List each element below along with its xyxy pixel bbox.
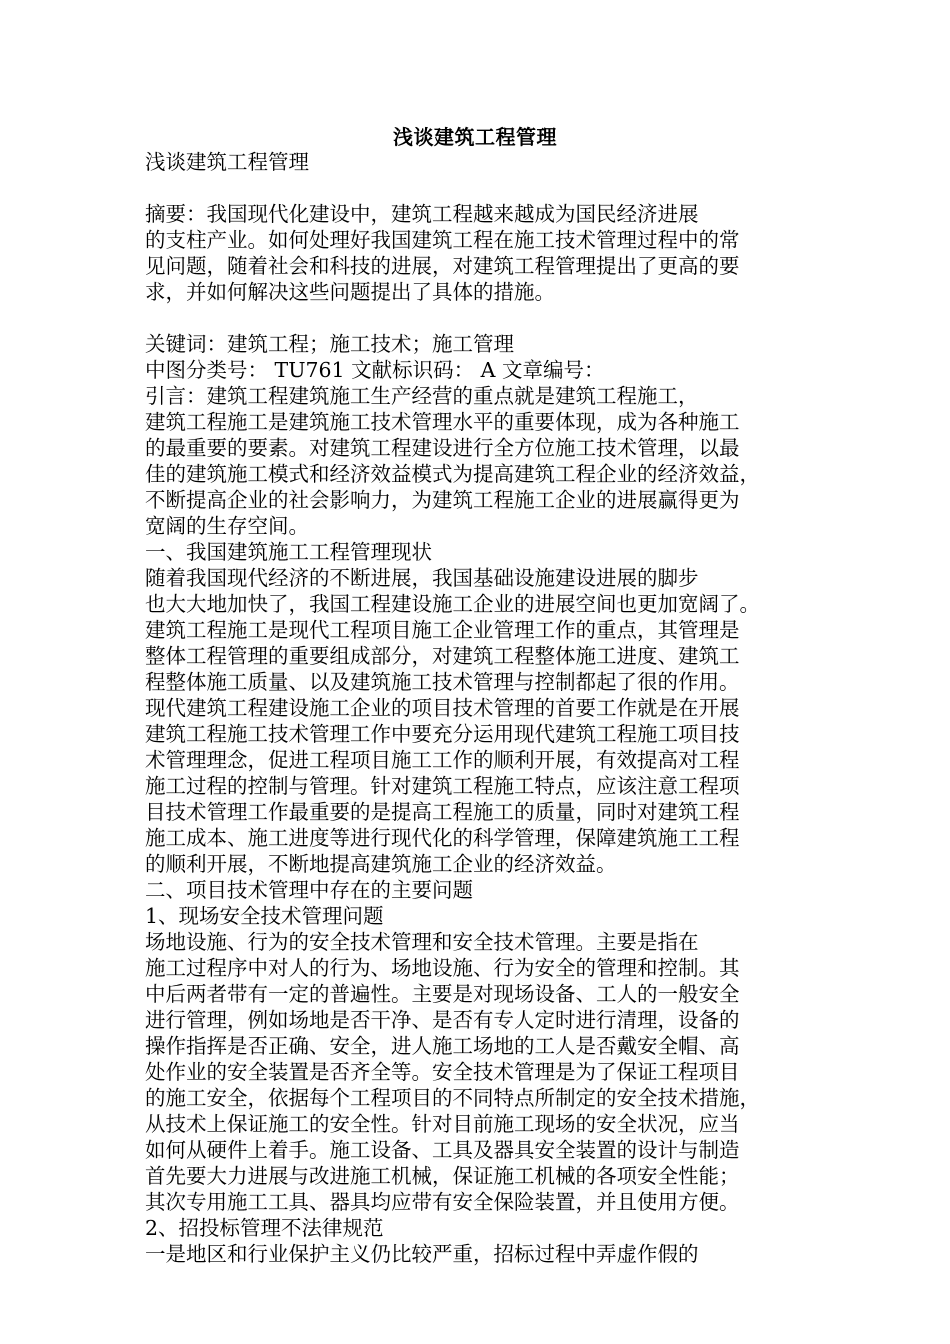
body-text-line: 2、招投标管理不法律规范 (145, 1216, 384, 1240)
body-text-line: 佳的建筑施工模式和经济效益模式为提高建筑工程企业的经济效益， (145, 462, 760, 486)
body-text-line: 目技术管理工作最重要的是提高工程施工的质量，同时对建筑工程 (145, 800, 740, 824)
body-text-line: 摘要：我国现代化建设中，建筑工程越来越成为国民经济进展 (145, 202, 699, 226)
body-text-line: 中后两者带有一定的普遍性。主要是对现场设备、工人的一般安全 (145, 982, 740, 1006)
body-text-line: 宽阔的生存空间。 (145, 514, 309, 538)
body-text-line: 引言：建筑工程建筑施工生产经营的重点就是建筑工程施工， (145, 384, 699, 408)
body-text-line: 从技术上保证施工的安全性。针对目前施工现场的安全状况，应当 (145, 1112, 740, 1136)
body-text-line: 见问题，随着社会和科技的进展，对建筑工程管理提出了更高的要 (145, 254, 740, 278)
body-text-line: 施工过程的控制与管理。针对建筑工程施工特点，应该注意工程项 (145, 774, 740, 798)
body-text-line: 整体工程管理的重要组成部分，对建筑工程整体施工进度、建筑工 (145, 644, 740, 668)
body-text-line: 进行管理，例如场地是否干净、是否有专人定时进行清理，设备的 (145, 1008, 740, 1032)
body-text-line: 程整体施工质量、以及建筑施工技术管理与控制都起了很的作用。 (145, 670, 740, 694)
body-text-line: 现代建筑工程建设施工企业的项目技术管理的首要工作就是在开展 (145, 696, 740, 720)
body-text-line: 其次专用施工工具、器具均应带有安全保险装置，并且使用方便。 (145, 1190, 740, 1214)
body-text-line: 场地设施、行为的安全技术管理和安全技术管理。主要是指在 (145, 930, 699, 954)
body-text-line: 的施工安全，依据每个工程项目的不同特点所制定的安全技术措施， (145, 1086, 760, 1110)
body-text-line: 不断提高企业的社会影响力，为建筑工程施工企业的进展赢得更为 (145, 488, 740, 512)
body-text-line: 求，并如何解决这些问题提出了具体的措施。 (145, 280, 555, 304)
body-text-line: 建筑工程施工是建筑施工技术管理水平的重要体现，成为各种施工 (145, 410, 740, 434)
body-text-line: 施工成本、施工进度等进行现代化的科学管理，保障建筑施工工程 (145, 826, 740, 850)
body-text-line: 的支柱产业。如何处理好我国建筑工程在施工技术管理过程中的常 (145, 228, 740, 252)
body-text-line: 二、项目技术管理中存在的主要问题 (145, 878, 473, 902)
body-text-line: 一是地区和行业保护主义仍比较严重，招标过程中弄虚作假的 (145, 1242, 699, 1266)
body-text-line: 随着我国现代经济的不断进展，我国基础设施建设进展的脚步 (145, 566, 699, 590)
body-text-line: 的最重要的要素。对建筑工程建设进行全方位施工技术管理，以最 (145, 436, 740, 460)
body-text-line: 也大大地加快了，我国工程建设施工企业的进展空间也更加宽阔了。 (145, 592, 760, 616)
body-text-line: 处作业的安全装置是否齐全等。安全技术管理是为了保证工程项目 (145, 1060, 740, 1084)
body-text-line: 1、现场安全技术管理问题 (145, 904, 384, 928)
body-text-line: 的顺利开展，不断地提高建筑施工企业的经济效益。 (145, 852, 617, 876)
body-text-line: 术管理理念，促进工程项目施工工作的顺利开展，有效提高对工程 (145, 748, 740, 772)
body-text-line: 建筑工程施工技术管理工作中要充分运用现代建筑工程施工项目技 (145, 722, 740, 746)
body-text-line: 关键词：建筑工程；施工技术；施工管理 (145, 332, 514, 356)
document-subtitle: 浅谈建筑工程管理 (145, 150, 309, 174)
body-text-line: 建筑工程施工是现代工程项目施工企业管理工作的重点，其管理是 (145, 618, 740, 642)
body-text-line: 操作指挥是否正确、安全，进人施工场地的工人是否戴安全帽、高 (145, 1034, 740, 1058)
body-text-line: 如何从硬件上着手。施工设备、工具及器具安全装置的设计与制造 (145, 1138, 740, 1162)
body-text-line: 施工过程序中对人的行为、场地设施、行为安全的管理和控制。其 (145, 956, 740, 980)
body-text-line: 首先要大力进展与改进施工机械，保证施工机械的各项安全性能； (145, 1164, 740, 1188)
body-text-line: 一、我国建筑施工工程管理现状 (145, 540, 432, 564)
document-title: 浅谈建筑工程管理 (393, 125, 557, 149)
body-text-line: 中图分类号： TU761 文献标识码： A 文章编号： (145, 358, 605, 382)
